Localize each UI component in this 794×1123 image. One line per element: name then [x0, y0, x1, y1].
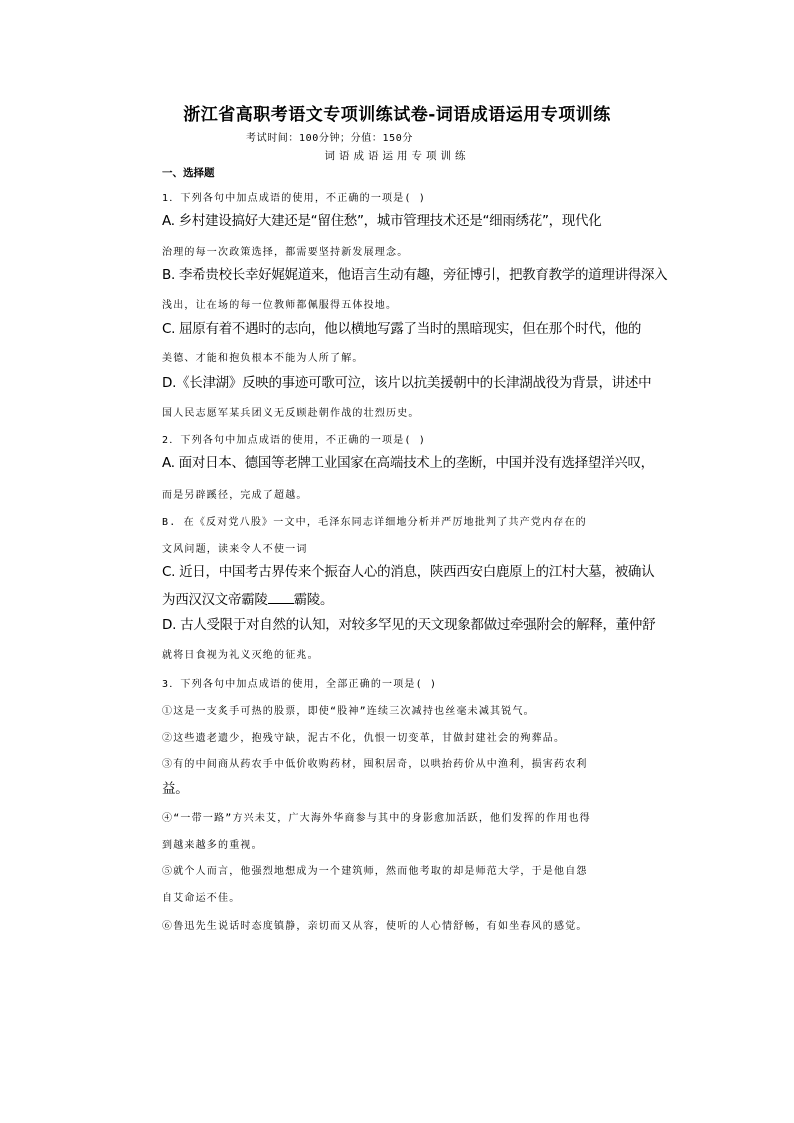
question-3-statement-3: ③有的中间商从药农手中低价收购药材，囤积居奇，以哄抬药价从中渔利，损害药农利 [162, 759, 588, 770]
question-1-option-a: A. 乡村建设搞好大建还是“留住愁”，城市管理技术还是“细雨绣花”，现代化 [162, 213, 602, 229]
question-2-option-b-cont: 文风问题，读来令人不使一词 [162, 544, 308, 555]
answer-blank [268, 591, 294, 604]
question-2-option-d: D. 古人受限于对自然的认知，对较多罕见的天文现象都做过牵强附会的解释，董仲舒 [162, 617, 656, 633]
question-2-option-c: C. 近日，中国考古界传来个振奋人心的消息，陕西西安白鹿原上的江村大墓，被确认 [162, 564, 655, 580]
question-1-option-b: B. 李希贵校长幸好娓娓道来，他语言生动有趣，旁征博引，把教育教学的道理讲得深入 [162, 267, 668, 283]
question-2-stem: 2．下列各句中加点成语的使用，不正确的一项是( ) [162, 435, 427, 446]
question-1-option-c: C. 屈原有着不遇时的志向，他以横地写露了当时的黑暗现实，但在那个时代，他的 [162, 321, 642, 337]
question-2-option-c-post: 霸陵。 [293, 592, 334, 608]
question-2-option-a: A. 面对日本、德国等老牌工业国家在高端技术上的垄断，中国并没有选择望洋兴叹， [162, 455, 654, 471]
exam-info: 考试时间：100分钟；分值：150分 [246, 133, 413, 144]
question-3-statement-4-cont: 到越来越多的重视。 [162, 840, 263, 851]
question-3-statement-6: ⑥鲁迅先生说话时态度镇静，亲切而又从容，使听的人心情舒畅，有如坐春风的感觉。 [162, 921, 588, 932]
question-1-option-d: D.《长津湖》反映的事迹可歌可泣，该片以抗美援朝中的长津湖战役为背景，讲述中 [162, 375, 652, 391]
question-1-option-d-cont: 国人民志愿军某兵团义无反顾赴朝作战的壮烈历史。 [162, 408, 420, 419]
question-2-option-c-cont [162, 588, 333, 608]
question-2-option-a-cont: 而是另辟蹊径，完成了超越。 [162, 490, 308, 501]
question-3-statement-2: ②这些遗老遗少，抱残守缺，泥古不化，仇恨一切变革，甘做封建社会的殉葬品。 [162, 733, 566, 744]
question-3-stem: 3．下列各句中加点成语的使用，全部正确的一项是( ) [162, 679, 438, 690]
question-2-option-d-cont: 就将日食视为礼义灭绝的征兆。 [162, 650, 319, 661]
question-1-option-c-cont: 美德、才能和抱负根本不能为人所了解。 [162, 353, 364, 364]
document-subtitle: 词语成语运用专项训练 [324, 150, 470, 162]
question-3-statement-3-cont: 益。 [162, 781, 189, 797]
document-title: 浙江省高职考语文专项训练试卷-词语成语运用专项训练 [183, 105, 611, 125]
question-3-statement-4: ④“一带一路”方兴未艾，广大海外华商参与其中的身影愈加活跃，他们发挥的作用也得 [162, 813, 591, 824]
section-heading: 一、选择题 [162, 167, 215, 179]
question-3-statement-5-cont: 自艾命运不佳。 [162, 893, 241, 904]
question-1-option-a-cont: 治理的每一次政策选择，都需要坚持新发展理念。 [162, 247, 409, 258]
question-3-statement-1: ①这是一支炙手可热的股票，即使“股神”连续三次减持也丝毫未减其锐气。 [162, 706, 535, 717]
question-1-option-b-cont: 浅出，让在场的每一位教师都佩服得五体投地。 [162, 300, 398, 311]
question-2-option-c-pre: 为西汉汉文帝霸陵 [162, 592, 268, 608]
question-3-statement-5: ⑤就个人而言，他强烈地想成为一个建筑师，然而他考取的却是师范大学，于是他自怨 [162, 866, 588, 877]
question-1-stem: 1．下列各句中加点成语的使用，不正确的一项是( ) [162, 193, 427, 204]
question-2-option-b: B. 在《反对党八股》一文中，毛泽东同志详细地分析并严厉地批判了共产党内存在的 [162, 517, 587, 528]
